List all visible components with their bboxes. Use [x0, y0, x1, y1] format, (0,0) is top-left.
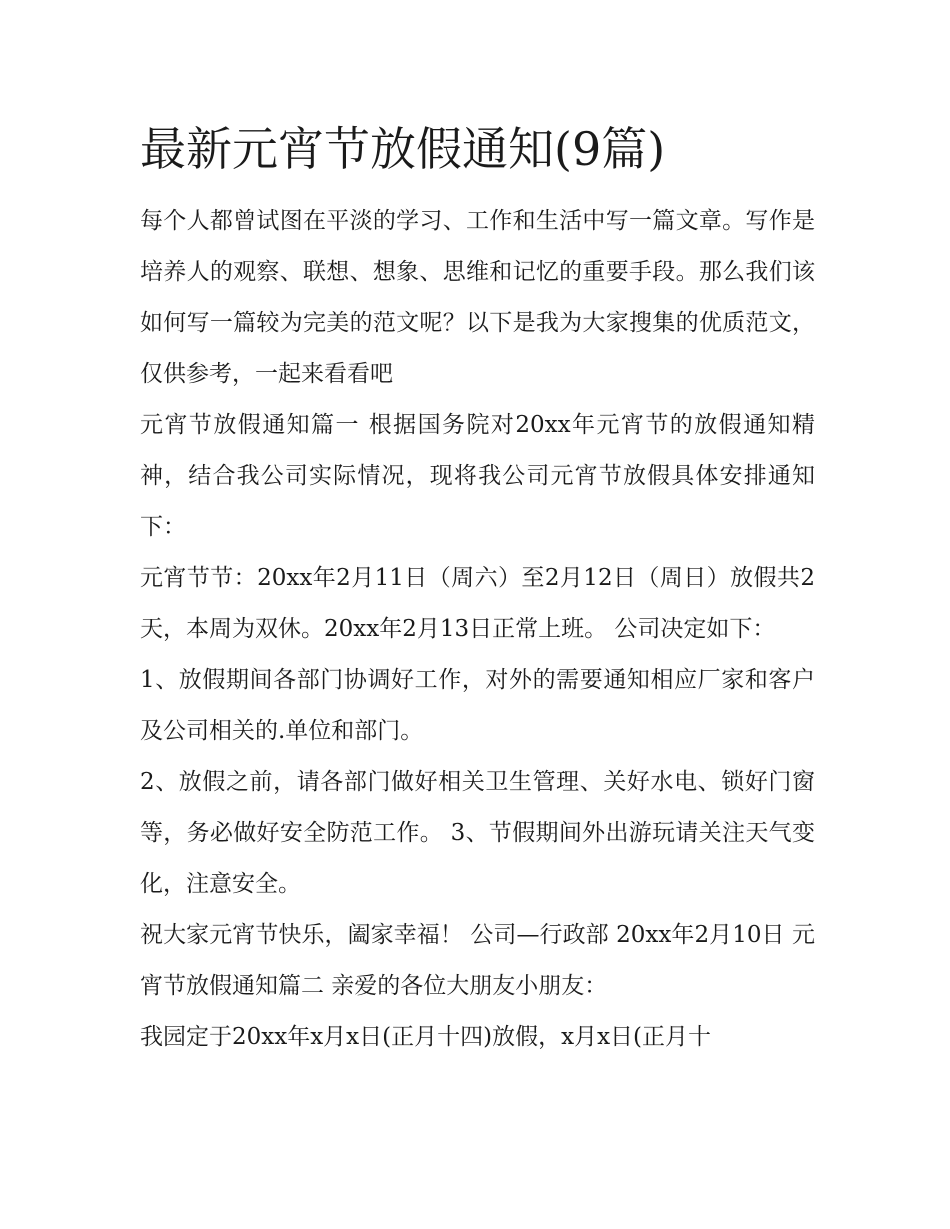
- paragraph-closing: 祝大家元宵节快乐，阖家幸福！ 公司—行政部 20xx年2月10日 元宵节放假通知篇二 亲爱的各位大朋友小朋友：: [140, 922, 815, 999]
- document-page: [140, 118, 815, 1063]
- paragraph-schedule: 元宵节节：20xx年2月11日（周六）至2月12日（周日）放假共2天，本周为双休。20xx年2月13日正常上班。 公司决定如下：: [140, 565, 815, 642]
- paragraph-item-1: 1、放假期间各部门协调好工作，对外的需要通知相应厂家和客户及公司相关的.单位和部门。: [140, 667, 815, 744]
- paragraph-item-2-3: 2、放假之前，请各部门做好相关卫生管理、关好水电、锁好门窗等，务必做好安全防范工作。 3、节假期间外出游玩请关注天气变化，注意安全。: [140, 769, 815, 897]
- paragraph-intro: 每个人都曾试图在平淡的学习、工作和生活中写一篇文章。写作是培养人的观察、联想、想象、思维和记忆的重要手段。那么我们该如何写一篇较为完美的范文呢？以下是我为大家搜集的优质范文，仅供参考，一起来看看吧: [140, 208, 815, 387]
- title-block: [140, 118, 815, 180]
- paragraph-notice-one: 元宵节放假通知篇一 根据国务院对20xx年元宵节的放假通知精神，结合我公司实际情况，现将我公司元宵节放假具体安排通知下：: [140, 412, 815, 540]
- document-title: 最新元宵节放假通知(9篇): [140, 122, 666, 176]
- paragraph-kindergarten: 我园定于20xx年x月x日(正月十四)放假，x月x日(正月十: [140, 1024, 712, 1050]
